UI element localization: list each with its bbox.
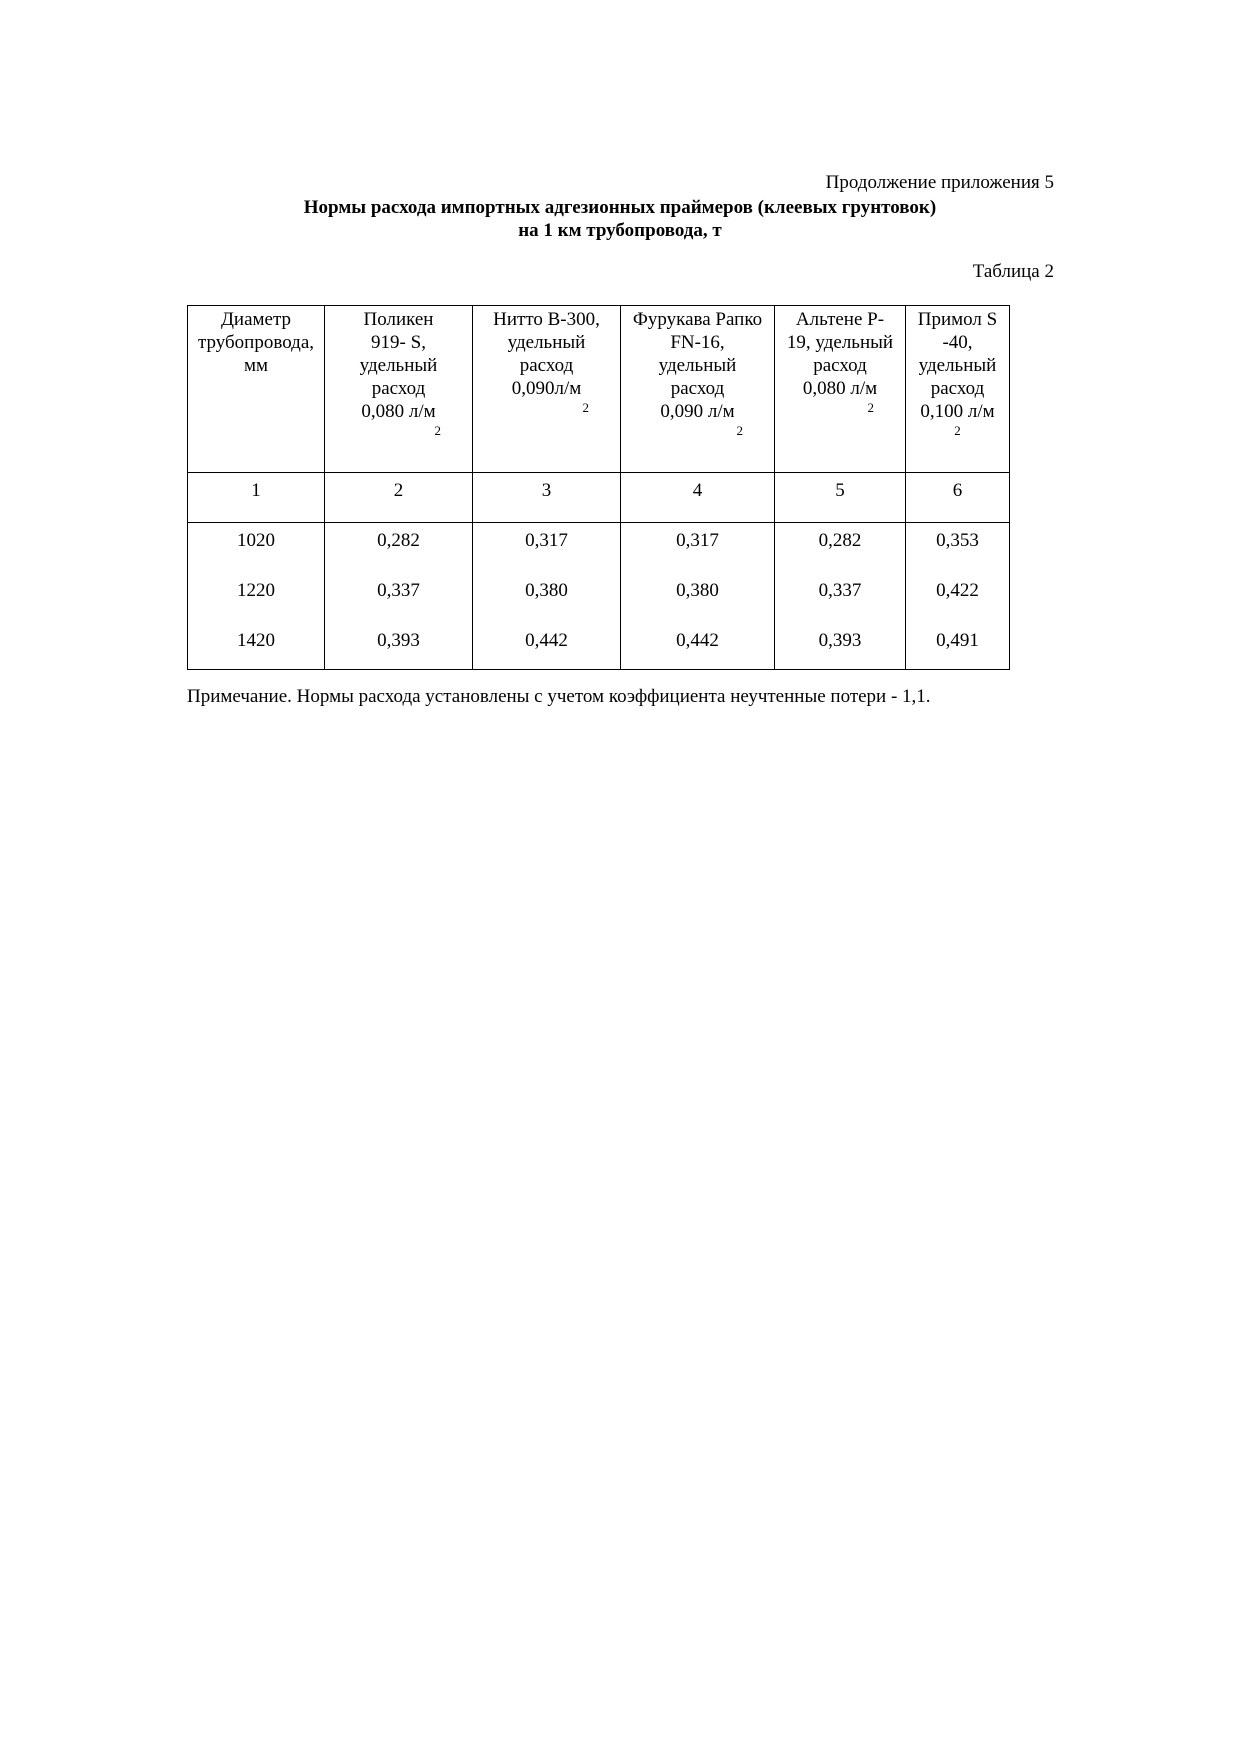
- column-number-cell: 6: [906, 473, 1010, 523]
- header-line: расход: [371, 378, 426, 399]
- value-cell: 0,337: [775, 573, 906, 623]
- table-row: [188, 623, 1010, 670]
- header-line: 0,080 л/м: [361, 401, 436, 422]
- header-line: расход: [519, 355, 574, 376]
- value-cell: 0,282: [325, 523, 473, 574]
- header-cell-altene: [775, 306, 906, 473]
- document-title: [186, 196, 1054, 242]
- header-line: расход: [813, 355, 867, 376]
- value-cell: 0,491: [906, 623, 1010, 670]
- title-line-1: Нормы расхода импортных адгезионных праймеров (клеевых грунтовок): [303, 197, 937, 218]
- header-line: Диаметр: [220, 309, 292, 330]
- title-line-2: на 1 км трубопровода, т: [518, 220, 722, 241]
- header-cell-diameter: [188, 306, 325, 473]
- diameter-cell: 1420: [188, 623, 325, 670]
- column-number-row: [188, 473, 1010, 523]
- table-row: [188, 573, 1010, 623]
- value-cell: 0,282: [775, 523, 906, 574]
- header-line: расход: [930, 378, 985, 399]
- header-line: 0,100 л/м: [920, 401, 995, 422]
- superscript-two: 2: [434, 423, 441, 438]
- value-cell: 0,353: [906, 523, 1010, 574]
- superscript-two: 2: [736, 423, 743, 438]
- diameter-cell: 1220: [188, 573, 325, 623]
- header-cell-furukava: [621, 306, 775, 473]
- header-line: трубопровода,: [197, 332, 314, 353]
- superscript-two: 2: [582, 400, 589, 415]
- header-cell-primol: [906, 306, 1010, 473]
- column-number-cell: 5: [775, 473, 906, 523]
- table-row: [188, 523, 1010, 574]
- column-number-cell: 4: [621, 473, 775, 523]
- value-cell: 0,442: [473, 623, 621, 670]
- value-cell: 0,442: [621, 623, 775, 670]
- value-cell: 0,422: [906, 573, 1010, 623]
- table-label: Таблица 2: [972, 261, 1054, 282]
- superscript-two: 2: [867, 400, 874, 415]
- header-line: 19, удельный: [786, 332, 894, 353]
- header-line: удельный: [658, 355, 737, 376]
- header-line: Альтене Р-: [795, 309, 885, 330]
- header-line: FN-16,: [670, 332, 725, 353]
- header-line: расход: [670, 378, 725, 399]
- header-line: Фурукава Рапко: [632, 309, 763, 330]
- header-line: Примол S: [917, 309, 998, 330]
- header-line: 0,080 л/м: [802, 378, 878, 399]
- superscript-two: 2: [954, 423, 961, 438]
- value-cell: 0,317: [621, 523, 775, 574]
- value-cell: 0,317: [473, 523, 621, 574]
- header-line: -40,: [942, 332, 973, 353]
- column-number-cell: 2: [325, 473, 473, 523]
- header-line: удельный: [918, 355, 997, 376]
- column-number-cell: 3: [473, 473, 621, 523]
- header-line: 0,090л/м: [511, 378, 582, 399]
- header-line: 919- S,: [371, 332, 426, 353]
- column-number-cell: 1: [188, 473, 325, 523]
- diameter-cell: 1020: [188, 523, 325, 574]
- value-cell: 0,337: [325, 573, 473, 623]
- header-cell-poliken: [325, 306, 473, 473]
- value-cell: 0,380: [473, 573, 621, 623]
- value-cell: 0,393: [325, 623, 473, 670]
- table-note: Примечание. Нормы расхода установлены с учетом коэффициента неучтенные потери - 1,1.: [187, 686, 931, 707]
- header-line: мм: [243, 355, 269, 376]
- header-line: удельный: [507, 332, 586, 353]
- continuation-label: Продолжение приложения 5: [825, 172, 1054, 193]
- header-row: [188, 306, 1010, 473]
- header-line: 0,090 л/м: [660, 401, 735, 422]
- value-cell: 0,393: [775, 623, 906, 670]
- header-cell-nitto: [473, 306, 621, 473]
- header-line: Нитто В-300,: [493, 309, 600, 330]
- header-line: Поликен: [363, 309, 434, 330]
- header-line: удельный: [359, 355, 438, 376]
- primer-norms-table: [187, 305, 1010, 670]
- value-cell: 0,380: [621, 573, 775, 623]
